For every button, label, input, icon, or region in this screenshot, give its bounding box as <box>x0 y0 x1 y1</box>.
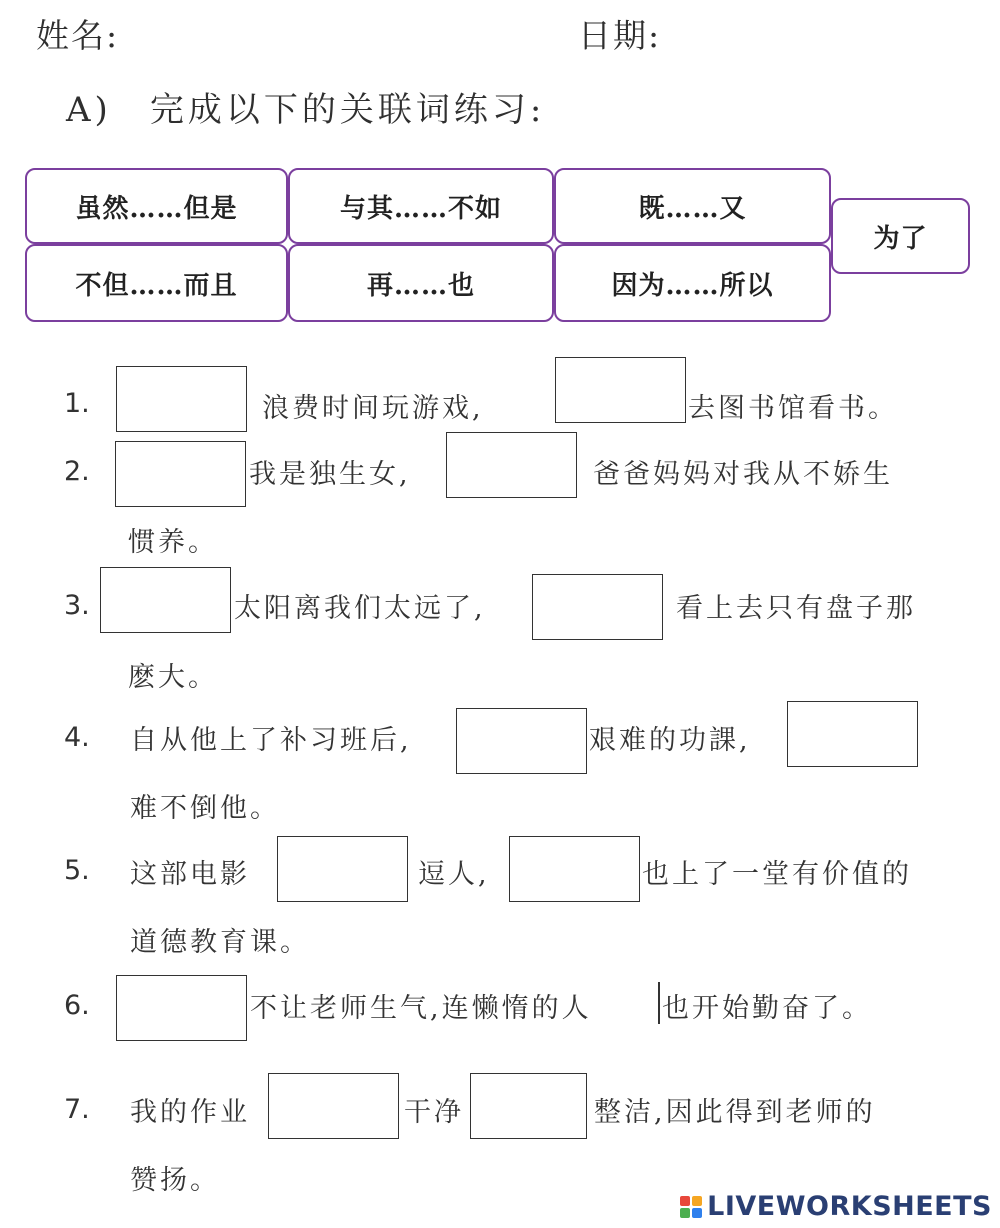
question-text: 自从他上了补习班后, <box>130 725 412 756</box>
word-bank-item: 既……又 <box>554 168 831 244</box>
question-number: 5. <box>64 855 90 886</box>
answer-blank[interactable] <box>100 567 231 633</box>
logo-square <box>680 1196 690 1206</box>
question-text: 我是独生女, <box>249 459 411 490</box>
word-bank-item: 虽然……但是 <box>25 168 288 244</box>
text-cursor <box>658 982 660 1024</box>
word-bank-item: 再……也 <box>288 244 554 322</box>
question-text: 不让老师生气,连懒惰的人 <box>250 993 592 1024</box>
question-text: 整洁,因此得到老师的 <box>594 1097 876 1128</box>
answer-blank[interactable] <box>456 708 587 774</box>
question-number: 2. <box>64 456 90 487</box>
logo-square <box>680 1208 690 1218</box>
answer-blank[interactable] <box>116 366 247 432</box>
word-bank-item: 不但……而且 <box>25 244 288 322</box>
answer-blank[interactable] <box>268 1073 399 1139</box>
date-label: 日期: <box>578 16 662 55</box>
word-bank-item: 与其……不如 <box>288 168 554 244</box>
question-number: 6. <box>64 990 90 1021</box>
answer-blank[interactable] <box>277 836 408 902</box>
question-number: 7. <box>64 1094 90 1125</box>
answer-blank[interactable] <box>509 836 640 902</box>
question-text: 难不倒他。 <box>130 793 280 824</box>
answer-blank[interactable] <box>446 432 577 498</box>
question-text: 惯养。 <box>128 527 218 558</box>
question-text: 浪费时间玩游戏, <box>262 393 484 424</box>
answer-blank[interactable] <box>470 1073 587 1139</box>
question-text: 我的作业 <box>130 1097 250 1128</box>
question-number: 4. <box>64 722 90 753</box>
answer-blank[interactable] <box>115 441 246 507</box>
question-text: 艰难的功課, <box>589 725 751 756</box>
question-number: 3. <box>64 590 90 621</box>
word-bank-item: 为了 <box>831 198 970 274</box>
logo-square <box>692 1208 702 1218</box>
liveworksheets-logo <box>680 1191 992 1222</box>
question-text: 赞扬。 <box>130 1165 220 1196</box>
section-title: A) 完成以下的关联词练习: <box>66 90 546 130</box>
question-text: 这部电影 <box>130 859 250 890</box>
question-text: 麽大。 <box>128 662 218 693</box>
name-label: 姓名: <box>36 16 120 55</box>
question-text: 干净 <box>404 1097 464 1128</box>
answer-blank[interactable] <box>116 975 247 1041</box>
question-text: 去图书馆看书。 <box>688 393 898 424</box>
question-text: 逗人, <box>418 859 490 890</box>
question-text: 也开始勤奋了。 <box>662 993 872 1024</box>
logo-text: LIVEWORKSHEETS <box>707 1191 992 1222</box>
answer-blank[interactable] <box>532 574 663 640</box>
question-text: 道德教育课。 <box>130 927 310 958</box>
word-bank-item: 因为……所以 <box>554 244 831 322</box>
question-text: 看上去只有盘子那 <box>676 593 916 624</box>
answer-blank[interactable] <box>555 357 686 423</box>
question-text: 爸爸妈妈对我从不娇生 <box>593 459 893 490</box>
question-number: 1. <box>64 388 90 419</box>
question-text: 太阳离我们太远了, <box>234 593 486 624</box>
answer-blank[interactable] <box>787 701 918 767</box>
question-text: 也上了一堂有价值的 <box>642 859 912 890</box>
logo-icon <box>680 1196 702 1218</box>
logo-square <box>692 1196 702 1206</box>
